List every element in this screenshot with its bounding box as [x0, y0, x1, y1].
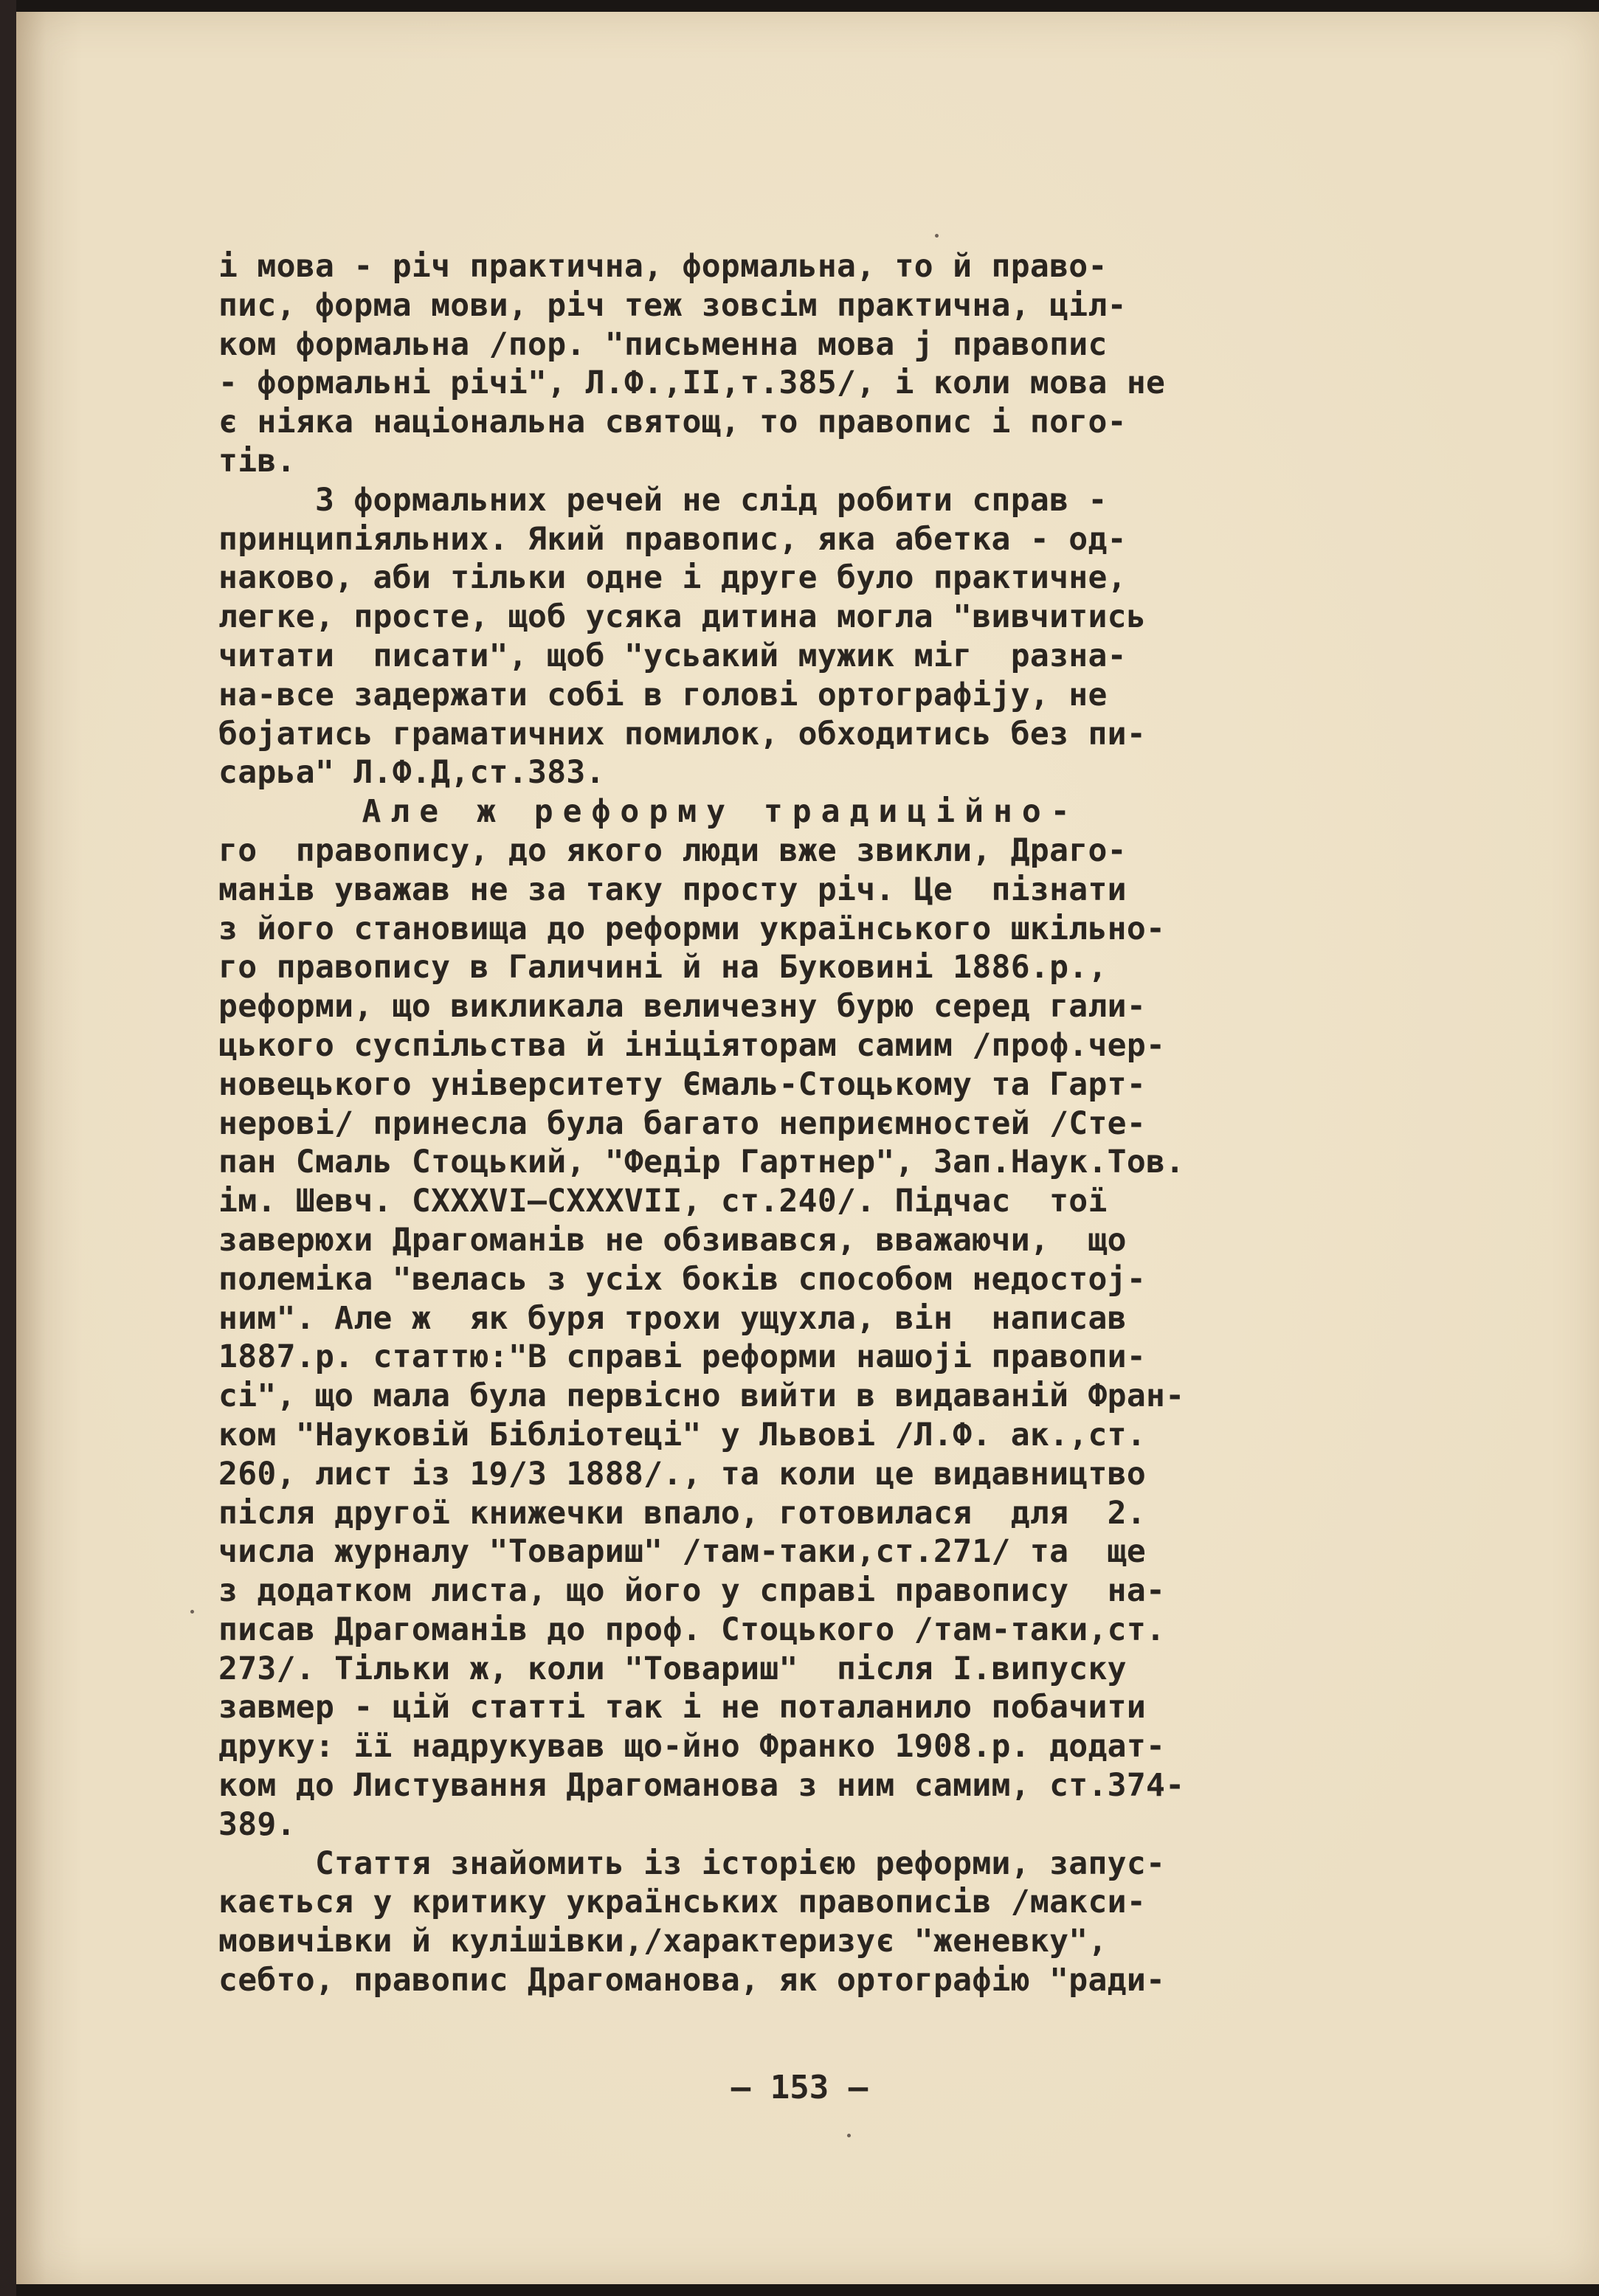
- paper-speck: [190, 1610, 194, 1614]
- text-line: новецького університету Ємаль-Стоцькому та Гарт-: [218, 1065, 1147, 1103]
- book-spine-shadow: [0, 0, 16, 2296]
- text-line: принципіяльних. Який правопис, яка абетка - од-: [218, 520, 1127, 558]
- text-line: сі", що мала була первісно вийти в видаваній Фран-: [218, 1377, 1185, 1415]
- text-line: легке, просте, щоб усяка дитина могла "вивчитись: [218, 598, 1147, 636]
- page-body-text: [218, 247, 1454, 2000]
- text-line: на-все задержати собі в голові ортографіју, не: [218, 676, 1108, 713]
- text-line: цького суспільства й ініціяторам самим /проф.чер-: [218, 1026, 1166, 1064]
- text-line: 273/. Тільки ж, коли "Товариш" після І.випуску: [218, 1650, 1127, 1687]
- text-line: ком формальна /пор. "письменна мова ј правопис: [218, 325, 1108, 363]
- text-line: пан Смаль Стоцький, "Федір Гартнер", Зап.Наук.Тов.: [218, 1144, 1185, 1181]
- text-line: завмер - цій статті так і не поталанило побачити: [218, 1689, 1147, 1726]
- text-line: мовичівки й кулішівки,/характеризує "женевку",: [218, 1923, 1108, 1960]
- text-line: Стаття знайомить із історією реформи, запус-: [218, 1844, 1166, 1882]
- text-line: кається у критику українських правописів /макси-: [218, 1884, 1147, 1921]
- text-line: і мова - річ практична, формальна, то й право-: [218, 248, 1108, 285]
- text-line: 1887.р. статтю:"В справі реформи нашојі правопи-: [218, 1338, 1147, 1376]
- text-line: наково, аби тільки одне і друге було практичне,: [218, 559, 1127, 597]
- text-line: З формальних речей не слід робити справ -: [218, 481, 1108, 519]
- text-line: з додатком листа, що його у справі правопису на-: [218, 1572, 1166, 1610]
- text-line: тів.: [218, 442, 296, 480]
- text-line: реформи, що викликала величезну бурю серед гали-: [218, 988, 1147, 1026]
- text-line: є ніяка національна святощ, то правопис і пого-: [218, 404, 1127, 441]
- text-line: полеміка "велась з усіх боків способом недостој-: [218, 1260, 1147, 1298]
- text-line: ком "Науковій Бібліотеці" у Львові /Л.Ф. ак.,ст.: [218, 1416, 1147, 1453]
- text-line: пис, форма мови, річ теж зовсім практична, ціл-: [218, 286, 1127, 324]
- text-line: ком до Листування Драгоманова з ним самим, ст.374-: [218, 1767, 1185, 1805]
- text-line: - формальні річі", Л.Ф.,II,т.385/, і коли мова не: [218, 364, 1166, 402]
- page-number: — 153 —: [731, 2069, 868, 2106]
- paper-speck: [935, 234, 939, 238]
- text-line: го правопису, до якого люди вже звикли, Драго-: [218, 831, 1127, 869]
- spaced-emphasis-line: Але ж реформу традиційно-: [218, 793, 1080, 831]
- text-line: 389.: [218, 1805, 296, 1843]
- text-line: заверюхи Драгоманів не обзивався, вважаючи, що: [218, 1221, 1127, 1259]
- paper-speck: [847, 2134, 851, 2137]
- text-line: себто, правопис Драгоманова, як ортографію "ради-: [218, 1962, 1166, 1999]
- text-line: сарьа" Л.Ф.Д,ст.383.: [218, 754, 605, 792]
- text-line: манів уважав не за таку просту річ. Це пізнати: [218, 871, 1127, 908]
- text-line: числа журналу "Товариш" /там-таки,ст.271/ та ще: [218, 1533, 1147, 1571]
- text-line: після другої книжечки впало, готовилася для 2.: [218, 1494, 1147, 1532]
- text-line: бојатись граматичних помилок, обходитись без пи-: [218, 715, 1147, 753]
- text-line: нерові/ принесла була багато неприємностей /Сте-: [218, 1104, 1147, 1142]
- text-line: писав Драгоманів до проф. Стоцького /там-таки,ст.: [218, 1611, 1166, 1648]
- text-line: ним". Але ж як буря трохи ущухла, він написав: [218, 1299, 1127, 1337]
- text-line: ім. Шевч. CXXXVI—CXXXVII, ст.240/. Підчас тої: [218, 1183, 1108, 1220]
- text-line: 260, лист із 19/3 1888/., та коли це видавництво: [218, 1455, 1147, 1493]
- text-line: друку: її надрукував що-йно Франко 1908.р. додат-: [218, 1728, 1166, 1766]
- text-line: го правопису в Галичині й на Буковині 1886.р.,: [218, 949, 1108, 986]
- text-line: читати писати", щоб "усьакий мужик міг разна-: [218, 637, 1127, 674]
- text-line: з його становища до реформи українського шкільно-: [218, 910, 1166, 947]
